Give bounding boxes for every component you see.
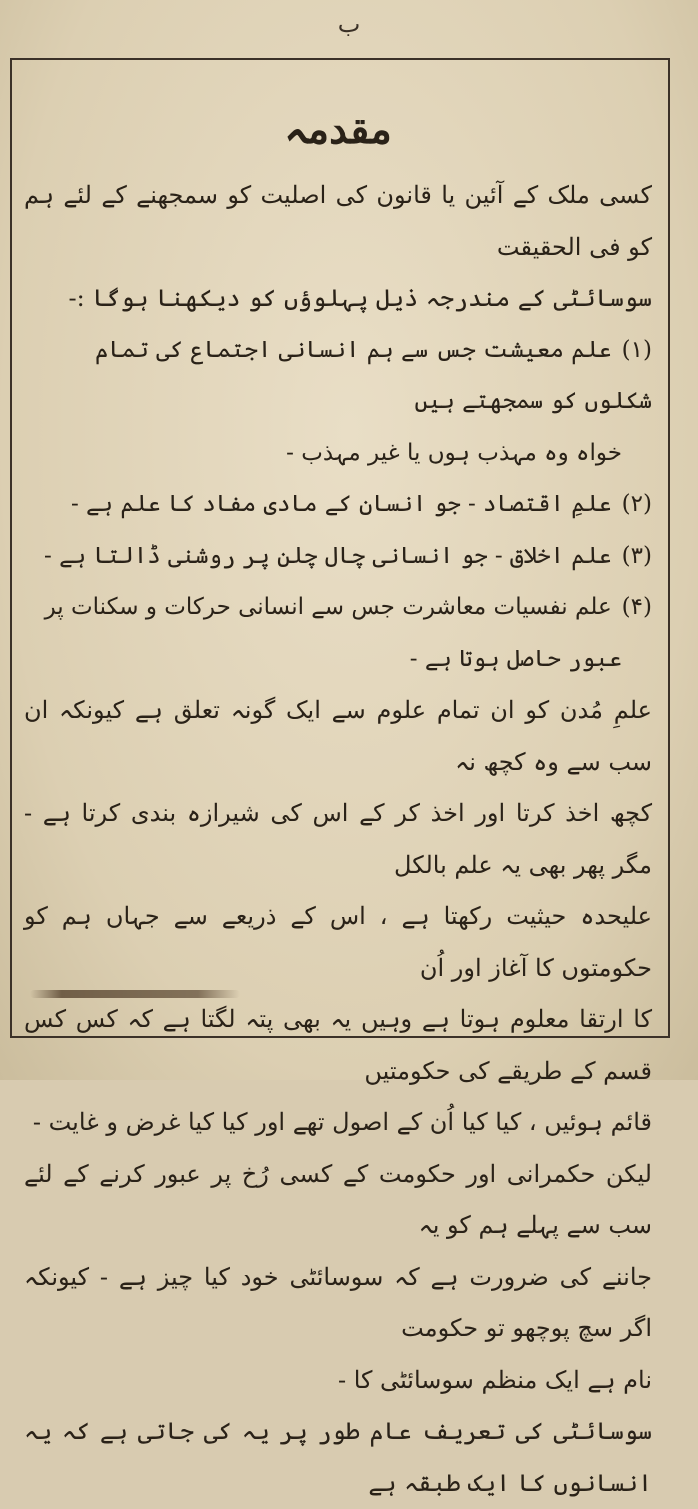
text-line: کسی ملک کے آئین یا قانون کی اصلیت کو سمجھنے کے لئے ہم کو فی الحقیقت: [24, 181, 652, 261]
text-line: کچھ اخذ کرتا اور اخذ کر کے اس کی شیرازہ بندی کرتا ہے - مگر پھر بھی یہ علم بالکل: [24, 799, 652, 879]
intro-paragraph: [24, 170, 652, 325]
list-item-text: علم اخلاق - جو انسانی چال چلن پر روشنی ڈالتا ہے -: [44, 542, 612, 569]
text-line: سوسائٹی کے مندرجہ ذیل پہلوؤں کو دیکھنا ہوگا :-: [68, 284, 652, 312]
ink-smudge: [30, 990, 240, 998]
numbered-list: [24, 325, 652, 686]
list-item: [24, 582, 652, 634]
list-item-text: علمِ اقتصاد - جو انسان کے مادی مفاد کا علم ہے -: [70, 491, 612, 517]
text-line: سوسائٹی کی تعریف عام طور پر یہ کی جاتی ہے کہ یہ انسانوں کا ایک طبقہ ہے: [24, 1417, 652, 1497]
body-paragraph-4: [24, 1406, 652, 1509]
text-line: لیکن حکمرانی اور حکومت کے کسی رُخ پر عبور کرنے کے لئے سب سے پہلے ہم کو یہ: [24, 1159, 652, 1239]
list-item-text: علم معیشت جس سے ہم انسانی اجتماع کی تمام شکلوں کو سمجھتے ہیں: [94, 336, 652, 414]
text-line: جاننے کی ضرورت ہے کہ سوسائٹی خود کیا چیز ہے - کیونکہ اگر سچ پوچھو تو حکومت: [24, 1262, 652, 1342]
list-item: [24, 479, 652, 531]
text-line: علیحدہ حیثیت رکھتا ہے ، اس کے ذریعے سے جہاں ہم کو حکومتوں کا آغاز اور اُن: [24, 902, 652, 982]
text-line: علمِ مُدن کو ان تمام علوم سے ایک گونہ تعلق ہے کیونکہ ان سب سے وہ کچھ نہ: [24, 696, 652, 776]
list-number: (۳): [621, 542, 652, 569]
list-number: (۱): [621, 336, 652, 363]
list-item: [24, 531, 652, 583]
list-item-continuation: عبور حاصل ہوتا ہے -: [409, 645, 622, 672]
list-item-continuation: خواہ وہ مہذب ہوں یا غیر مہذب -: [286, 439, 622, 466]
page-content: [24, 100, 652, 1509]
text-line: کا ارتقا معلوم ہوتا ہے وہیں یہ بھی پتہ لگتا ہے کہ کس کس قسم کے طریقے کی حکومتیں: [24, 1005, 652, 1085]
list-item-text: علم نفسیات معاشرت جس سے انسانی حرکات و سکنات پر: [44, 594, 612, 620]
page-marker: ب: [337, 10, 361, 38]
page-title: مقدمہ: [284, 106, 392, 153]
body-paragraph-2: [24, 685, 652, 1149]
list-number: (۲): [621, 491, 652, 517]
text-line: قائم ہوئیں ، کیا کیا اُن کے اصول تھے اور کیا کیا غرض و غایت -: [32, 1108, 652, 1136]
body-paragraph-3: [24, 1149, 652, 1407]
text-line: نام ہے ایک منظم سوسائٹی کا -: [337, 1365, 652, 1394]
list-item: [24, 325, 652, 428]
list-number: (۴): [621, 594, 652, 620]
